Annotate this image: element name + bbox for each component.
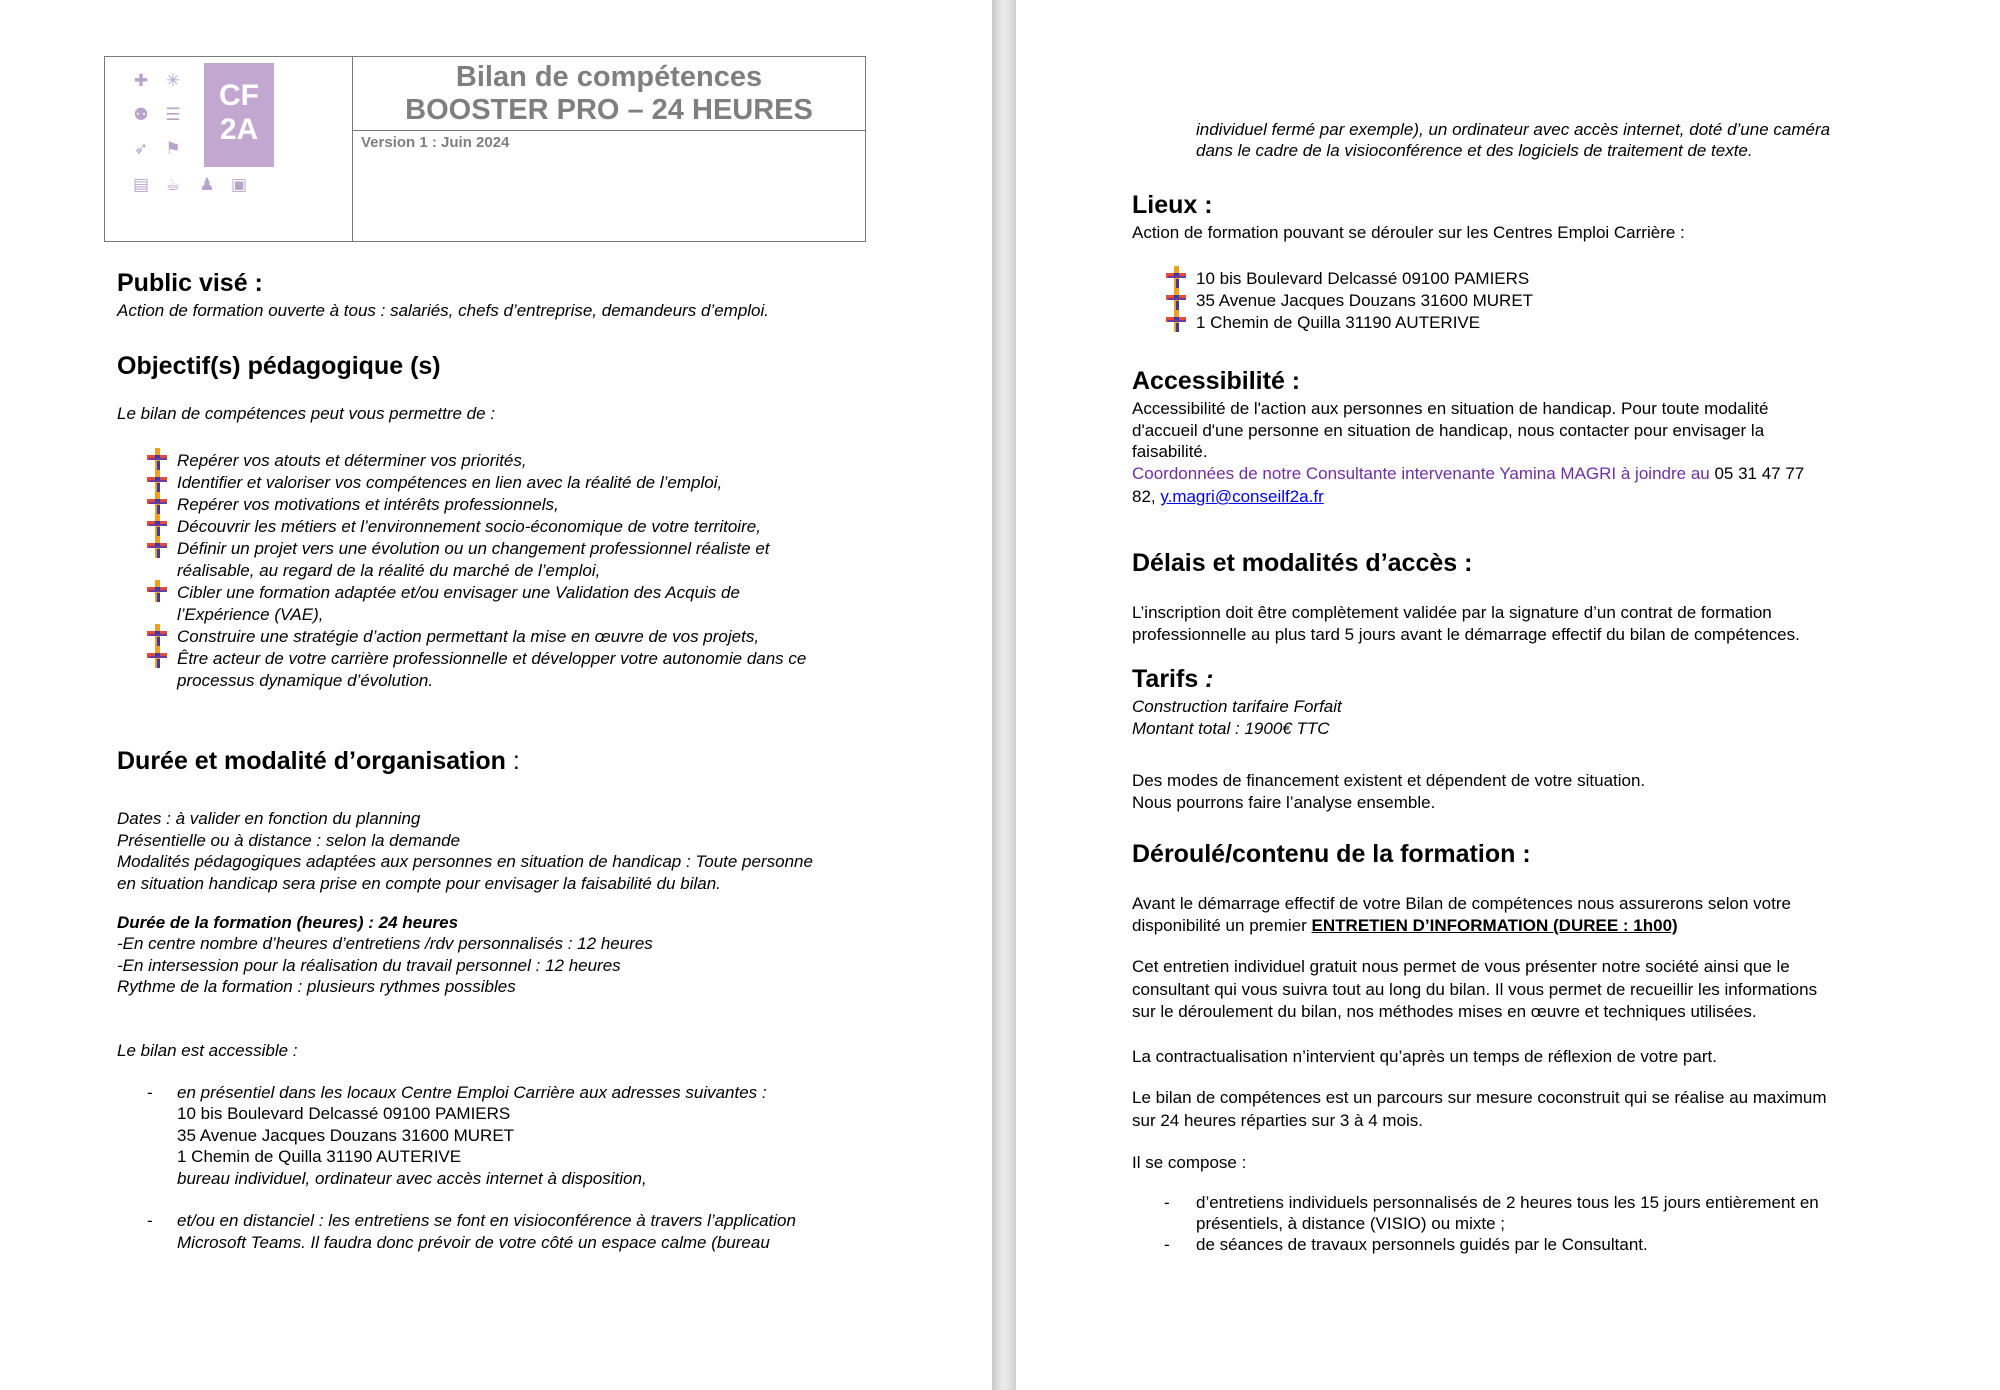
document-page-2 — [1016, 0, 2000, 1390]
continuation-line: dans le cadre de la visioconférence et des logiciels de traitement de texte. — [1196, 141, 1753, 160]
objectif-item-text: processus dynamique d’évolution. — [177, 671, 434, 690]
contact-line1 — [1132, 463, 1804, 484]
cross-bullet-icon — [145, 513, 169, 537]
contact-line2 — [1132, 486, 1324, 507]
cross-bullet-icon — [145, 623, 169, 647]
tarifs-line: Construction tarifaire Forfait — [1132, 697, 1342, 716]
presentiel-intro: en présentiel dans les locaux Centre Emploi Carrière aux adresses suivantes : — [177, 1083, 767, 1102]
contact-purple-text: Coordonnées de notre Consultante intervenante Yamina MAGRI à joindre au — [1132, 464, 1710, 483]
accessibilite-line: faisabilité. — [1132, 442, 1208, 461]
deroule-p2-line: sur le déroulement du bilan, nos méthodes mises en œuvre et techniques utilisées. — [1132, 1002, 1757, 1021]
cross-bullet-icon — [1164, 309, 1188, 333]
financement-text — [1132, 770, 1645, 813]
duree-detail-line: Rythme de la formation : plusieurs rythmes possibles — [117, 977, 516, 996]
continuation-line: individuel fermé par exemple), un ordinateur avec accès internet, doté d’une caméra — [1196, 120, 1831, 139]
delais-text — [1132, 602, 1800, 645]
objectif-item — [145, 538, 806, 582]
deroule-item — [1164, 1192, 1819, 1234]
cross-bullet-icon — [1164, 265, 1188, 289]
deroule-p3: La contractualisation n’intervient qu’après un temps de réflexion de votre part. — [1132, 1047, 1717, 1066]
cross-bullet-icon — [145, 469, 169, 493]
objectif-item-text: Repérer vos atouts et déterminer vos priorités, — [177, 451, 527, 470]
logo-text-line1: CF — [219, 79, 259, 112]
distanciel-line: Microsoft Teams. Il faudra donc prévoir de votre côté un espace calme (bureau — [177, 1232, 770, 1252]
accessibilite-text — [1132, 398, 1768, 463]
presentiel-addresses — [177, 1103, 514, 1168]
duree-detail — [117, 933, 653, 998]
tarifs-line: Montant total : 1900€ TTC — [1132, 719, 1330, 738]
deroule-item — [1164, 1234, 1819, 1255]
tarifs-heading-suffix: : — [1198, 665, 1214, 693]
objectif-item-text: Construire une stratégie d’action permettant la mise en œuvre de vos projets, — [177, 627, 760, 646]
objectif-item-text: Découvrir les métiers et l’environnement socio-économique de votre territoire, — [177, 517, 761, 536]
tarifs-heading-text: Tarifs — [1132, 665, 1199, 693]
sparkle-icon: ✳ — [165, 71, 181, 90]
accessibilite-line: d'accueil d'une personne en situation de handicap, nous contacter pour envisager la — [1132, 420, 1765, 440]
deroule-item-text: d’entretiens individuels personnalisés de 2 heures tous les 15 jours entièrement en — [1196, 1193, 1819, 1212]
duree-line: Présentielle ou à distance : selon la demande — [117, 830, 461, 850]
dash-1: - — [147, 1083, 153, 1102]
objectifs-list — [145, 450, 806, 692]
deroule-p1-line2-text: disponibilité un premier — [1132, 916, 1312, 935]
deroule-p4 — [1132, 1086, 1827, 1132]
contact-phone-a: 05 31 47 77 — [1709, 464, 1805, 483]
dash-bullet: - — [1164, 1193, 1170, 1212]
deroule-heading: Déroulé/contenu de la formation : — [1132, 840, 1531, 868]
lieu-item-text: 1 Chemin de Quilla 31190 AUTERIVE — [1196, 313, 1481, 332]
tarifs-text — [1132, 696, 1342, 740]
financement-line: Des modes de financement existent et dépendent de votre situation. — [1132, 771, 1646, 790]
accessibilite-line: Accessibilité de l'action aux personnes en situation de handicap. Pour toute modalité — [1132, 399, 1769, 418]
objectifs-intro: Le bilan de compétences peut vous permettre de : — [117, 404, 496, 423]
presentiel-address-line: 10 bis Boulevard Delcassé 09100 PAMIERS — [177, 1104, 511, 1123]
duree-heading-text: Durée et modalité d’organisation — [117, 747, 506, 775]
cross-bullet-icon — [145, 579, 169, 603]
objectif-item — [145, 450, 806, 472]
deroule-p1-line2 — [1132, 915, 1791, 937]
public-heading: Public visé : — [117, 269, 263, 297]
deroule-p1-line1: Avant le démarrage effectif de votre Bilan de compétences nous assurerons selon votre — [1132, 894, 1791, 913]
objectif-item-text: Identifier et valoriser vos compétences en lien avec la réalité de l’emploi, — [177, 473, 723, 492]
briefcase-icon: ▣ — [230, 175, 248, 194]
deroule-item-text: de séances de travaux personnels guidés par le Consultant. — [1196, 1235, 1648, 1254]
deroule-p4-line: Le bilan de compétences est un parcours sur mesure coconstruit qui se réalise au maximum — [1132, 1088, 1827, 1107]
cross-bullet-icon — [145, 645, 169, 669]
chart-icon: ☰ — [165, 105, 181, 124]
duree-detail-line: -En centre nombre d’heures d’entretiens /rdv personnalisés : 12 heures — [117, 934, 653, 953]
deroule-p1 — [1132, 893, 1791, 937]
objectif-item-text: Être acteur de votre carrière professionnelle et développer votre autonomie dans ce — [177, 649, 807, 668]
deroule-p5: Il se compose : — [1132, 1153, 1247, 1172]
delais-line: L’inscription doit être complètement validée par la signature d’un contrat de formation — [1132, 603, 1772, 622]
cross-bullet-icon — [1164, 287, 1188, 311]
document-title: Bilan de compétences — [455, 61, 763, 93]
objectifs-heading: Objectif(s) pédagogique (s) — [117, 352, 441, 380]
objectif-item-text: réalisable, au regard de la réalité du marché de l’emploi, — [177, 561, 601, 580]
distanciel-line: et/ou en distanciel : les entretiens se font en visioconférence à travers l’application — [177, 1211, 796, 1230]
duree-line: Modalités pédagogiques adaptées aux personnes en situation de handicap : Toute personne — [117, 852, 813, 871]
presentiel-address-line: 1 Chemin de Quilla 31190 AUTERIVE — [177, 1147, 462, 1166]
lieu-item — [1164, 312, 1533, 334]
lieux-list — [1164, 268, 1533, 334]
coffee-icon: ☕ — [165, 175, 181, 194]
continuation-text — [1196, 119, 1830, 161]
deroule-list — [1164, 1192, 1819, 1255]
logo-badge — [204, 63, 274, 167]
version-label: Version 1 : Juin 2024 — [361, 134, 510, 151]
objectif-item — [145, 516, 806, 538]
puzzle-icon: ✚ — [133, 71, 149, 90]
cross-bullet-icon — [145, 447, 169, 471]
accessibilite-heading: Accessibilité : — [1132, 367, 1301, 395]
accessible-label: Le bilan est accessible : — [117, 1041, 298, 1060]
deroule-p2-line: Cet entretien individuel gratuit nous permet de vous présenter notre société ainsi que le — [1132, 957, 1790, 976]
lieu-item — [1164, 268, 1533, 290]
lieu-item-text: 35 Avenue Jacques Douzans 31600 MURET — [1196, 291, 1534, 310]
objectif-item-text: Cibler une formation adaptée et/ou envisager une Validation des Acquis de — [177, 583, 740, 602]
objectif-item-text: Repérer vos motivations et intérêts professionnels, — [177, 495, 559, 514]
dash-2: - — [147, 1211, 153, 1230]
deroule-item-text: présentiels, à distance (VISIO) ou mixte ; — [1196, 1214, 1505, 1233]
contact-email-link[interactable]: y.magri@conseilf2a.fr — [1160, 487, 1324, 506]
public-text: Action de formation ouverte à tous : salariés, chefs d’entreprise, demandeurs d’emploi. — [117, 301, 770, 320]
cross-bullet-icon — [145, 535, 169, 559]
objectif-item — [145, 472, 806, 494]
rocket-icon: ➶ — [133, 139, 149, 158]
deroule-p4-line: sur 24 heures réparties sur 3 à 4 mois. — [1132, 1111, 1424, 1130]
financement-line: Nous pourrons faire l’analyse ensemble. — [1132, 792, 1436, 812]
contact-phone-b: 82, — [1132, 487, 1161, 506]
duree-lines — [117, 808, 813, 894]
presentiel-address-line: 35 Avenue Jacques Douzans 31600 MURET — [177, 1125, 515, 1145]
deroule-p2-line: consultant qui vous suivra tout au long du bilan. Il vous permet de recueillir les informations — [1132, 979, 1818, 999]
objectif-item-text: Définir un projet vers une évolution ou un changement professionnel réaliste et — [177, 539, 770, 558]
deroule-p2 — [1132, 956, 1817, 1024]
duree-heading — [117, 746, 520, 776]
objectif-item — [145, 582, 806, 626]
distanciel-text — [177, 1210, 796, 1253]
duree-heading-suffix: : — [505, 747, 520, 775]
page-gutter — [992, 0, 1016, 1390]
duree-line: Dates : à valider en fonction du planning — [117, 809, 421, 828]
objectif-item — [145, 626, 806, 648]
presentiel-note: bureau individuel, ordinateur avec accès internet à disposition, — [177, 1169, 647, 1188]
objectif-item — [145, 648, 806, 692]
lieux-intro: Action de formation pouvant se dérouler sur les Centres Emploi Carrière : — [1132, 223, 1685, 242]
document-page-1 — [0, 0, 992, 1390]
team-icon: ♟ — [199, 175, 215, 194]
tarifs-heading — [1132, 664, 1214, 694]
signpost-icon: ⚑ — [165, 139, 181, 158]
logo-text-line2: 2A — [219, 113, 259, 146]
delais-line: professionnelle au plus tard 5 jours avant le démarrage effectif du bilan de compétences. — [1132, 624, 1800, 644]
duree-title: Durée de la formation (heures) : 24 heures — [117, 913, 459, 932]
duree-detail-line: -En intersession pour la réalisation du travail personnel : 12 heures — [117, 955, 621, 975]
header-box — [104, 56, 866, 242]
entretien-info-label: ENTRETIEN D’INFORMATION (DUREE : 1h00) — [1311, 916, 1678, 935]
lieux-heading: Lieux : — [1132, 191, 1213, 219]
duree-line: en situation handicap sera prise en compte pour envisager la faisabilité du bilan. — [117, 873, 721, 893]
delais-heading: Délais et modalités d’accès : — [1132, 549, 1473, 577]
objectif-item — [145, 494, 806, 516]
logo — [105, 57, 353, 241]
clipboard-icon: ▤ — [132, 175, 150, 194]
dash-bullet: - — [1164, 1235, 1170, 1254]
people-icon: ⚉ — [133, 105, 149, 124]
document-subtitle: BOOSTER PRO – 24 HEURES — [405, 94, 813, 126]
lieu-item-text: 10 bis Boulevard Delcassé 09100 PAMIERS — [1196, 269, 1530, 288]
lieu-item — [1164, 290, 1533, 312]
cross-bullet-icon — [145, 491, 169, 515]
objectif-item-text: l’Expérience (VAE), — [177, 605, 324, 624]
